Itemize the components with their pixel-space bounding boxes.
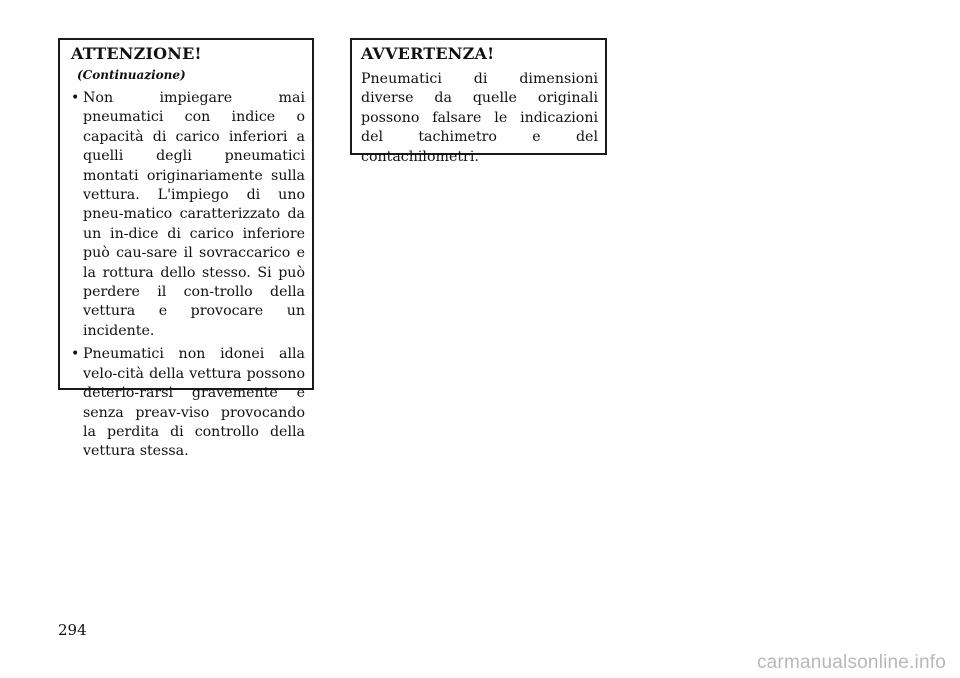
warning-bullet-text: Pneumatici non idonei alla velo-cità della vettura possono deterio-rarsi gravemente e senza preav-viso provocando la perdita di controllo della vettura stessa. xyxy=(83,346,305,460)
caution-text: Pneumatici di dimensioni diverse da quelle originali possono falsare le indicazioni del tachimetro e del contachilometri. xyxy=(361,71,598,165)
warning-box xyxy=(58,38,314,460)
warning-bullet-item xyxy=(71,89,305,341)
warning-heading: ATTENZIONE! xyxy=(71,44,202,63)
caution-heading: AVVERTENZA! xyxy=(361,44,495,63)
warning-bullet-text: Non impiegare mai pneumatici con indice o capacità di carico inferiori a quelli degli pneumatici montati originariamente sulla vettura. L'impiego di uno pneu-matico caratterizzato da un in-dice di carico inferiore può cau-sare il sovraccarico e la rottura dello stesso. Si può perdere il con-trollo della vettura e provocare un incidente. xyxy=(83,90,305,339)
bullet-icon: • xyxy=(71,90,80,106)
caution-box xyxy=(350,38,607,165)
warning-bullet-item xyxy=(71,345,305,461)
warning-bullet-list xyxy=(71,89,305,462)
continuation-label: (Continuazione) xyxy=(77,68,186,82)
page-number: 294 xyxy=(58,621,87,639)
bullet-icon: • xyxy=(71,346,80,363)
warning-heading-row xyxy=(71,44,305,83)
caution-heading-row xyxy=(361,44,598,64)
watermark-link[interactable]: carmanualsonline.info xyxy=(756,652,946,673)
